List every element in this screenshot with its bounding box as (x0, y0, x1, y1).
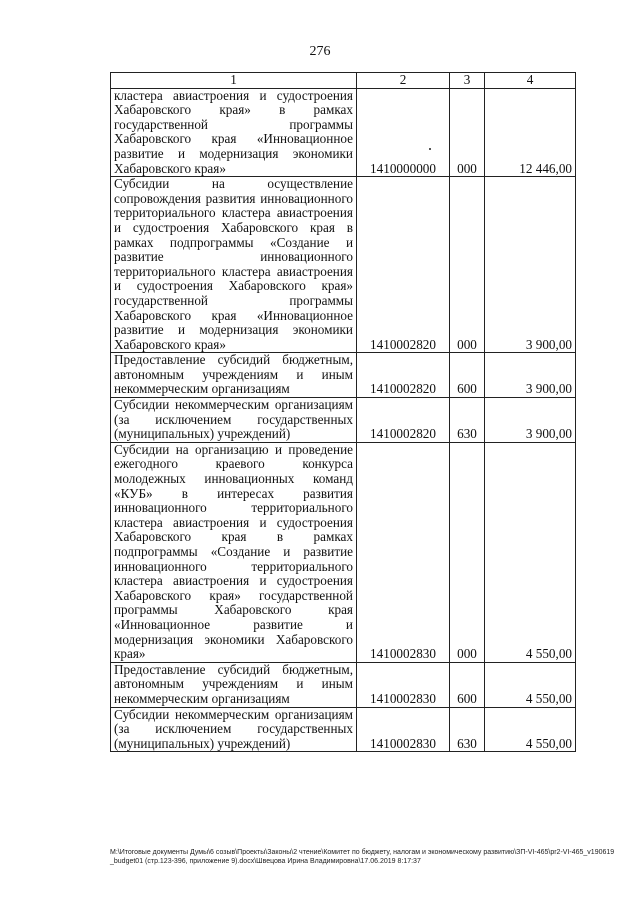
row-code: 1410002830 (357, 707, 450, 752)
table-row (111, 398, 576, 443)
row-sum: 4 550,00 (485, 442, 576, 662)
row-type: 630 (450, 398, 485, 443)
row-type: 000 (450, 177, 485, 353)
budget-table (110, 72, 576, 752)
row-code: 1410002820 (357, 177, 450, 353)
row-type: 000 (450, 442, 485, 662)
table-row (111, 707, 576, 752)
header-col-1: 1 (111, 73, 357, 89)
row-name: Субсидии некоммерческим организациям (за исключением государственных (муниципальных) учреждений) (111, 707, 357, 752)
row-type: 600 (450, 353, 485, 398)
header-col-4: 4 (485, 73, 576, 89)
row-code: 1410002830 (357, 442, 450, 662)
table-row (111, 662, 576, 707)
row-sum: 3 900,00 (485, 398, 576, 443)
row-code: 1410002830 (357, 662, 450, 707)
row-name: кластера авиастроения и судостроения Хабаровского края» в рамках государственной программы Хабаровского края «Инновационное развитие и модернизация экономики Хабаровского края» (111, 88, 357, 177)
row-code: 1410002820 (357, 353, 450, 398)
row-type: 600 (450, 662, 485, 707)
table-row (111, 442, 576, 662)
row-code: 1410002820 (357, 398, 450, 443)
row-sum: 4 550,00 (485, 707, 576, 752)
row-name: Предоставление субсидий бюджетным, автономным учреждениям и иным некоммерческим организациям (111, 353, 357, 398)
row-type: 630 (450, 707, 485, 752)
row-name: Субсидии некоммерческим организациям (за исключением государственных (муниципальных) учреждений) (111, 398, 357, 443)
row-code: 1410000000 (357, 88, 450, 177)
table-header-row (111, 73, 576, 89)
page-number: 276 (309, 44, 331, 59)
table-row (111, 88, 576, 177)
table-row (111, 177, 576, 353)
row-sum: 3 900,00 (485, 177, 576, 353)
row-sum: 4 550,00 (485, 662, 576, 707)
row-sum: 12 446,00 (485, 88, 576, 177)
document-path-footer: М:\Итоговые документы Думы\6 созыв\Проекты\Законы\2 чтение\Комитет по бюджету, налогам и экономическому развитию\ЗП-VI-465\pr2-VI-465_v190619_budget01 (стр.123-396, приложение 9).docx\Швецова Ирина Владимировна\17.06.2019 8:17:37 (110, 849, 615, 865)
table-row (111, 353, 576, 398)
row-name: Предоставление субсидий бюджетным, автономным учреждениям и иным некоммерческим организациям (111, 662, 357, 707)
row-name: Субсидии на осуществление сопровождения развития инновационного территориального кластера авиастроения и судостроения Хабаровского края в рамках подпрограммы «Создание и развитие инновационного территориального кластера авиастроения и судостроения Хабаровского края» государственной программы Хабаровского края «Инновационное развитие и модернизация экономики Хабаровского края» (111, 177, 357, 353)
header-col-2: 2 (357, 73, 450, 89)
row-type: 000 (450, 88, 485, 177)
row-sum: 3 900,00 (485, 353, 576, 398)
header-col-3: 3 (450, 73, 485, 89)
row-name: Субсидии на организацию и проведение ежегодного краевого конкурса молодежных инновационных команд «КУБ» в интересах развития инновационного территориального кластера авиастроения и судостроения Хабаровского края в рамках подпрограммы «Создание и развитие инновационного территориального кластера авиастроения и судостроения Хабаровского края» государственной программы Хабаровского края «Инновационное развитие и модернизация экономики Хабаровского края» (111, 442, 357, 662)
